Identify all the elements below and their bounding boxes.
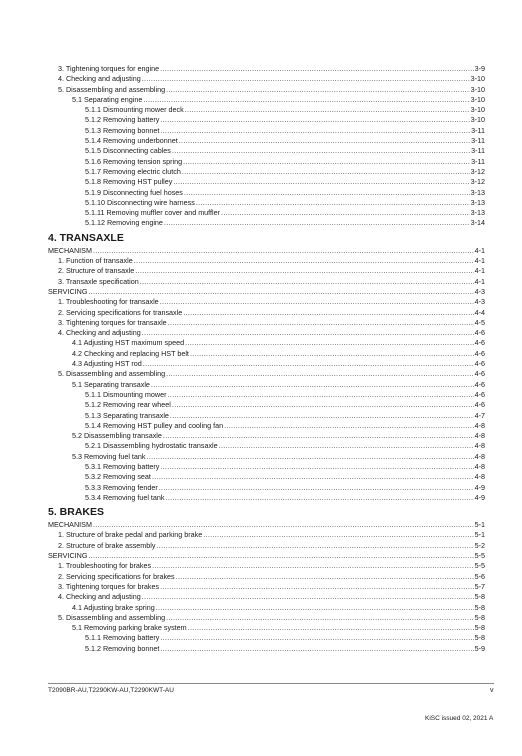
toc-entry[interactable]: [48, 218, 485, 228]
dot-leader: [88, 287, 473, 297]
toc-entry-page: 4-6: [474, 348, 485, 358]
toc-entry-page: 3-11: [471, 125, 485, 135]
dot-leader: [151, 380, 474, 390]
toc-entry[interactable]: [48, 115, 485, 125]
toc-entry[interactable]: [48, 623, 485, 633]
toc-entry-title: 4.2 Checking and replacing HST belt: [72, 348, 189, 358]
toc-entry-title: 4.3 Adjusting HST rod: [72, 359, 142, 369]
toc-entry[interactable]: [48, 85, 485, 95]
dot-leader: [93, 246, 474, 256]
toc-entry-page: 4-1: [474, 276, 485, 286]
toc-entry[interactable]: [48, 318, 485, 328]
toc-entry-page: 3-12: [470, 177, 485, 187]
toc-entry-title: 4.1 Adjusting brake spring: [72, 602, 155, 612]
toc-entry[interactable]: [48, 613, 485, 623]
toc-entry-page: 5-9: [474, 643, 485, 653]
toc-entry[interactable]: [48, 572, 485, 582]
dot-leader: [168, 390, 474, 400]
dot-leader: [160, 297, 474, 307]
toc-entry[interactable]: [48, 359, 485, 369]
dot-leader: [184, 188, 470, 198]
dot-leader: [160, 64, 474, 74]
toc-entry-page: 5-6: [474, 571, 485, 581]
dot-leader: [163, 431, 474, 441]
dot-leader: [134, 256, 474, 266]
toc-entry[interactable]: [48, 421, 485, 431]
toc-entry-page: 4-6: [474, 328, 485, 338]
dot-leader: [160, 633, 473, 643]
dot-leader: [182, 167, 470, 177]
toc-entry-page: 5-2: [474, 540, 485, 550]
dot-leader: [93, 520, 474, 530]
toc-entry-page: 5-7: [474, 581, 485, 591]
toc-entry-page: 3-10: [470, 84, 485, 94]
dot-leader: [166, 369, 474, 379]
toc-entry[interactable]: [48, 530, 485, 540]
toc-entry-page: 3-13: [470, 197, 485, 207]
section-heading: 4. TRANSAXLE: [48, 231, 124, 244]
toc-entry[interactable]: [48, 328, 485, 338]
toc-entry-page: 4-1: [474, 245, 485, 255]
dot-leader: [142, 328, 474, 338]
toc-entry-title: 3. Tightening torques for transaxle: [58, 317, 167, 327]
toc-entry-page: 5-8: [474, 612, 485, 622]
dot-leader: [156, 541, 473, 551]
toc-entry-title: 5.1.4 Removing underbonnet: [85, 136, 178, 146]
toc-entry-title: 5.1 Separating engine: [72, 94, 143, 104]
toc-entry[interactable]: [48, 431, 485, 441]
footer-divider: [48, 683, 494, 684]
toc-entry-page: 5-5: [474, 561, 485, 571]
toc-entry[interactable]: [48, 520, 485, 530]
toc-entry[interactable]: [48, 136, 485, 146]
dot-leader: [172, 146, 470, 156]
toc-entry-page: 4-1: [474, 256, 485, 266]
dot-leader: [179, 136, 470, 146]
toc-entry[interactable]: [48, 441, 485, 451]
toc-entry-page: 3-13: [470, 187, 485, 197]
dot-leader: [156, 603, 474, 613]
toc-entry-page: 4-7: [474, 410, 485, 420]
toc-entry-title: 4. Checking and adjusting: [58, 74, 141, 84]
toc-entry-page: 3-10: [470, 105, 485, 115]
toc-entry-title: 5.1.3 Separating transaxle: [85, 410, 169, 420]
toc-entry-title: MECHANISM: [48, 520, 92, 530]
toc-entry-title: 5.1.3 Removing bonnet: [85, 125, 160, 135]
toc-entry-title: 5.3.4 Removing fuel tank: [85, 492, 165, 502]
toc-entry[interactable]: [48, 561, 485, 571]
toc-entry[interactable]: [48, 167, 485, 177]
toc-entry-page: 4-6: [474, 338, 485, 348]
toc-entry[interactable]: [48, 64, 485, 74]
toc-entry-title: 5.1.6 Removing tension spring: [85, 156, 183, 166]
toc-entry[interactable]: [48, 297, 485, 307]
toc-entry-title: 5.1.2 Removing battery: [85, 115, 160, 125]
dot-leader: [172, 400, 474, 410]
toc-entry[interactable]: [48, 188, 485, 198]
toc-entry[interactable]: [48, 277, 485, 287]
toc-entry-page: 4-9: [474, 482, 485, 492]
dot-leader: [185, 338, 473, 348]
toc-entry-page: 5-8: [474, 623, 485, 633]
toc-entry[interactable]: [48, 198, 485, 208]
toc-entry-page: 4-6: [474, 379, 485, 389]
toc-entry-page: 4-8: [474, 472, 485, 482]
toc-entry-page: 4-8: [474, 451, 485, 461]
toc-entry-page: 3-11: [471, 136, 485, 146]
dot-leader: [188, 623, 474, 633]
toc-entry[interactable]: [48, 582, 485, 592]
toc-entry[interactable]: [48, 95, 485, 105]
toc-entry-title: 5. Disassembling and assembling: [58, 612, 166, 622]
toc-entry[interactable]: [48, 644, 485, 654]
toc-entry-page: 3-10: [470, 94, 485, 104]
toc-entry[interactable]: [48, 126, 485, 136]
dot-leader: [164, 218, 470, 228]
toc-entry-page: 5-8: [474, 633, 485, 643]
toc-entry-title: 5.1.2 Removing bonnet: [85, 643, 160, 653]
dot-leader: [221, 208, 470, 218]
dot-leader: [143, 95, 469, 105]
dot-leader: [173, 177, 469, 187]
toc-entry[interactable]: [48, 462, 485, 472]
dot-leader: [142, 592, 474, 602]
toc-entry-title: 4. Checking and adjusting: [58, 592, 141, 602]
toc-entry-page: 3-13: [470, 208, 485, 218]
dot-leader: [176, 572, 474, 582]
dot-leader: [219, 441, 474, 451]
toc-entry-title: 5.3.1 Removing battery: [85, 461, 160, 471]
toc-entry[interactable]: [48, 551, 485, 561]
toc-entry-title: 5.1.1 Dismounting mower deck: [85, 105, 184, 115]
toc-entry-title: 3. Transaxle specification: [58, 276, 139, 286]
toc-entry[interactable]: [48, 157, 485, 167]
toc-entry[interactable]: [48, 592, 485, 602]
toc-entry[interactable]: [48, 287, 485, 297]
toc-entry-page: 4-6: [474, 369, 485, 379]
toc-entry-page: 4-8: [474, 420, 485, 430]
toc-entry-title: 1. Structure of brake pedal and parking brake: [58, 530, 203, 540]
dot-leader: [152, 472, 474, 482]
toc-entry-page: 4-8: [474, 441, 485, 451]
toc-entry-title: 1. Troubleshooting for brakes: [58, 561, 152, 571]
footer-page-number: v: [490, 687, 494, 694]
toc-entry[interactable]: [48, 266, 485, 276]
toc-entry-title: 2. Servicing specifications for brakes: [58, 571, 175, 581]
toc-entry[interactable]: [48, 541, 485, 551]
dot-leader: [203, 530, 473, 540]
toc-entry-page: 4-8: [474, 431, 485, 441]
toc-entry-page: 5-8: [474, 602, 485, 612]
footer-models: T2090BR-AU,T2290KW-AU,T2290KWT-AU: [48, 687, 174, 694]
toc-entry-page: 3-11: [471, 156, 485, 166]
dot-leader: [166, 493, 474, 503]
toc-entry[interactable]: [48, 146, 485, 156]
toc-entry-title: 4.1 Adjusting HST maximum speed: [72, 338, 185, 348]
dot-leader: [166, 613, 474, 623]
dot-leader: [88, 551, 473, 561]
section-heading: 5. BRAKES: [48, 506, 105, 519]
dot-leader: [152, 561, 474, 571]
toc-entry-title: 5.1 Separating transaxle: [72, 379, 150, 389]
dot-leader: [168, 318, 474, 328]
toc-entry[interactable]: [48, 411, 485, 421]
dot-leader: [160, 115, 469, 125]
toc-entry-title: 5.1.1 Dismounting mower: [85, 389, 167, 399]
toc-entry[interactable]: [48, 369, 485, 379]
toc-entry-page: 4-3: [474, 286, 485, 296]
dot-leader: [147, 452, 474, 462]
dot-leader: [160, 126, 470, 136]
dot-leader: [170, 411, 474, 421]
toc-entry-page: 5-5: [474, 551, 485, 561]
dot-leader: [183, 157, 470, 167]
dot-leader: [160, 462, 473, 472]
toc-entry-page: 4-5: [474, 317, 485, 327]
toc-entry-page: 4-6: [474, 400, 485, 410]
toc-entry-title: 2. Servicing specifications for transaxle: [58, 307, 183, 317]
toc-entry-page: 4-8: [474, 461, 485, 471]
toc-entry[interactable]: [48, 105, 485, 115]
table-of-contents: [48, 64, 485, 654]
toc-entry-page: 5-8: [474, 592, 485, 602]
toc-entry[interactable]: [48, 177, 485, 187]
toc-entry[interactable]: [48, 338, 485, 348]
toc-entry[interactable]: [48, 208, 485, 218]
toc-entry[interactable]: [48, 633, 485, 643]
toc-entry-title: 5.1.9 Disconnecting fuel hoses: [85, 187, 183, 197]
dot-leader: [142, 74, 470, 84]
toc-entry-page: 4-3: [474, 297, 485, 307]
toc-entry-title: 5.3.2 Removing seat: [85, 472, 151, 482]
toc-entry-title: 5.1.2 Removing rear wheel: [85, 400, 171, 410]
toc-entry-title: 5.1.11 Removing muffler cover and muffler: [85, 208, 221, 218]
toc-entry-title: SERVICING: [48, 551, 88, 561]
toc-entry-title: 2. Structure of brake assembly: [58, 540, 156, 550]
toc-entry[interactable]: [48, 400, 485, 410]
toc-entry-page: 5-1: [474, 520, 485, 530]
toc-entry[interactable]: [48, 74, 485, 84]
toc-entry-page: 4-9: [474, 492, 485, 502]
toc-entry[interactable]: [48, 603, 485, 613]
toc-entry-page: 3-12: [470, 166, 485, 176]
toc-entry-page: 4-1: [474, 266, 485, 276]
toc-entry-page: 3-9: [474, 64, 485, 73]
toc-entry-page: 3-14: [470, 218, 485, 228]
toc-entry-title: 4. Checking and adjusting: [58, 328, 141, 338]
toc-entry-title: 5.1.1 Removing battery: [85, 633, 160, 643]
toc-entry[interactable]: [48, 390, 485, 400]
toc-entry[interactable]: [48, 380, 485, 390]
toc-entry-title: 3. Tightening torques for engine: [58, 64, 160, 73]
toc-entry-title: 1. Function of transaxle: [58, 256, 133, 266]
toc-entry[interactable]: [48, 349, 485, 359]
dot-leader: [224, 421, 473, 431]
dot-leader: [143, 359, 474, 369]
toc-entry[interactable]: [48, 472, 485, 482]
dot-leader: [166, 85, 470, 95]
toc-entry-title: 2. Structure of transaxle: [58, 266, 135, 276]
dot-leader: [160, 582, 474, 592]
dot-leader: [140, 277, 474, 287]
toc-entry-title: 5.1.12 Removing engine: [85, 218, 163, 228]
toc-entry-title: 5.2.1 Disassembling hydrostatic transaxle: [85, 441, 218, 451]
toc-entry-title: 5.1.8 Removing HST pulley: [85, 177, 173, 187]
toc-entry-title: 5.1 Removing parking brake system: [72, 623, 187, 633]
toc-entry-title: 5.3 Removing fuel tank: [72, 451, 146, 461]
toc-entry-page: 3-11: [471, 146, 485, 156]
issue-notice: KiSC issued 02, 2021 A: [425, 715, 494, 722]
dot-leader: [160, 644, 473, 654]
dot-leader: [135, 266, 473, 276]
dot-leader: [196, 198, 470, 208]
toc-entry-page: 3-10: [470, 74, 485, 84]
toc-entry-title: 5.3.3 Removing fender: [85, 482, 158, 492]
toc-entry[interactable]: [48, 452, 485, 462]
toc-entry[interactable]: [48, 246, 485, 256]
dot-leader: [185, 105, 470, 115]
toc-entry-title: 5.1.10 Disconnecting wire harness: [85, 197, 195, 207]
toc-entry-title: 1. Troubleshooting for transaxle: [58, 297, 159, 307]
dot-leader: [159, 483, 474, 493]
toc-entry-title: 5. Disassembling and assembling: [58, 84, 166, 94]
toc-entry-page: 4-6: [474, 389, 485, 399]
toc-entry-title: MECHANISM: [48, 245, 92, 255]
dot-leader: [183, 308, 473, 318]
toc-entry-title: 3. Tightening torques for brakes: [58, 581, 160, 591]
toc-entry[interactable]: [48, 493, 485, 503]
toc-entry[interactable]: [48, 308, 485, 318]
toc-entry-title: 5.1.5 Disconnecting cables: [85, 146, 171, 156]
toc-entry-title: 5.1.7 Removing electric clutch: [85, 166, 181, 176]
toc-entry-title: 5.1.4 Removing HST pulley and cooling fan: [85, 420, 224, 430]
dot-leader: [190, 349, 474, 359]
toc-entry-title: 5. Disassembling and assembling: [58, 369, 166, 379]
toc-entry[interactable]: [48, 483, 485, 493]
toc-entry-page: 4-4: [474, 307, 485, 317]
toc-entry-page: 5-1: [474, 530, 485, 540]
toc-entry[interactable]: [48, 256, 485, 266]
toc-entry-page: 3-10: [470, 115, 485, 125]
toc-entry-title: 5.2 Disassembling transaxle: [72, 431, 162, 441]
toc-entry-title: SERVICING: [48, 286, 88, 296]
toc-entry-page: 4-6: [474, 359, 485, 369]
